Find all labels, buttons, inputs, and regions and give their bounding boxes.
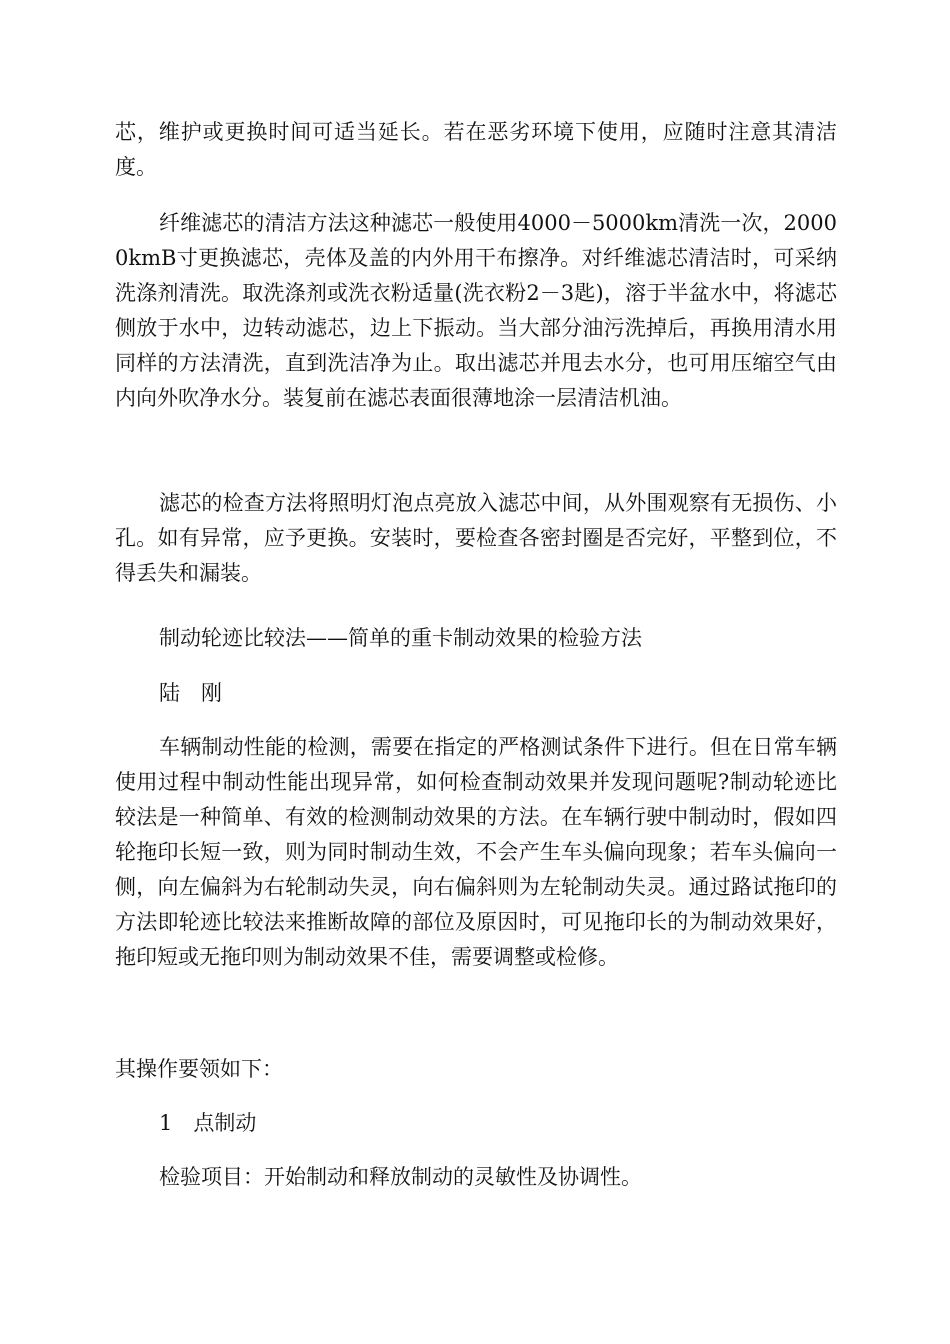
paragraph-fiber-filter-cleaning: 纤维滤芯的清洁方法这种滤芯一般使用4000－5000km清洗一次，20000kmB寸更换滤芯，壳体及盖的内外用干布擦净。对纤维滤芯清洁时，可采纳洗涤剂清洗。取洗涤剂或洗衣粉适量(洗衣粉2－3匙)，溶于半盆水中，将滤芯侧放于水中，边转动滤芯，边上下振动。当大部分油污洗掉后，再换用清水用同样的方法清洗，直到洗洁净为止。取出滤芯并甩去水分，也可用压缩空气由内向外吹净水分。装复前在滤芯表面很薄地涂一层清洁机油。: [115, 211, 837, 410]
article-author: 陆 刚: [159, 681, 222, 705]
paragraph-inspection-item: 检验项目：开始制动和释放制动的灵敏性及协调性。: [159, 1165, 642, 1189]
paragraph-filter-inspection: 滤芯的检查方法将照明灯泡点亮放入滤芯中间，从外围观察有无损伤、小孔。如有异常，应予更换。安装时，要检查各密封圈是否完好，平整到位，不得丢失和漏装。: [115, 491, 837, 585]
section-heading-point-braking: 1 点制动: [159, 1111, 257, 1135]
paragraph-operation-intro: 其操作要领如下：: [115, 1057, 283, 1081]
paragraph-filter-cleanliness: 芯，维护或更换时间可适当延长。若在恶劣环境下使用，应随时注意其清洁度。: [115, 120, 837, 179]
article-title: 制动轮迹比较法——简单的重卡制动效果的检验方法: [159, 626, 642, 650]
paragraph-braking-trace-method: 车辆制动性能的检测，需要在指定的严格测试条件下进行。但在日常车辆使用过程中制动性能出现异常，如何检查制动效果并发现问题呢?制动轮迹比较法是一种简单、有效的检测制动效果的方法。在车辆行驶中制动时，假如四轮拖印长短一致，则为同时制动生效，不会产生车头偏向现象；若车头偏向一侧，向左偏斜为右轮制动失灵，向右偏斜则为左轮制动失灵。通过路试拖印的方法即轮迹比较法来推断故障的部位及原因时，可见拖印长的为制动效果好，拖印短或无拖印则为制动效果不佳，需要调整或检修。: [115, 735, 837, 969]
